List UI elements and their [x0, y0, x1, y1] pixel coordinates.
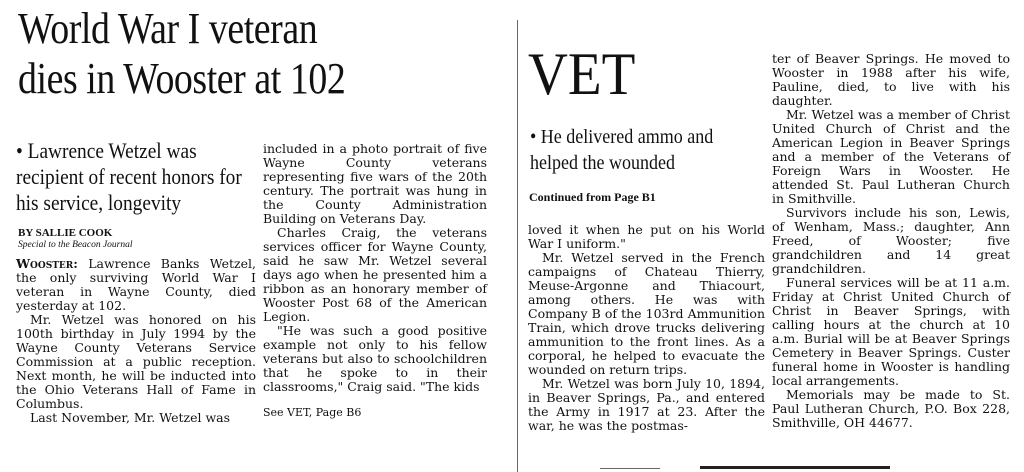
paragraph: Last November, Mr. Wetzel was: [30, 410, 231, 425]
byline: [18, 227, 258, 251]
paragraph: Memorials may be made to St. Paul Lutheran Church, P.O. Box 228, Smithville, OH 44677.: [772, 387, 1010, 430]
jump-subhead: • He delivered ammo and helped the wounded: [530, 126, 714, 174]
byline-credit: Special to the Beacon Journal: [18, 240, 133, 250]
paragraph: Survivors include his son, Lewis, of Wenham, Mass.; daughter, Ann Freed, of Wooster; five grandchildren and 14 great grandchildren.: [772, 205, 1010, 276]
end-rule: [700, 466, 890, 469]
paragraph: included in a photo portrait of five Wayne County veterans representing five wars of the 20th century. The portrait was hung in the County Administration Building on Veterans Day.: [263, 141, 487, 226]
paragraph: ter of Beaver Springs. He moved to Wooster in 1988 after his wife, Pauline, died, to live with his daughter.: [772, 51, 1010, 108]
paragraph: [16, 257, 256, 313]
jump-line: See VET, Page B6: [263, 406, 362, 419]
headline-line-1: World War I veteran: [18, 4, 318, 53]
column-2: [263, 142, 487, 420]
jump-keyword: VET: [528, 41, 636, 107]
byline-author: BY SALLIE COOK: [18, 227, 113, 239]
column-divider: [517, 20, 518, 472]
subhead: • Lawrence Wetzel was recipient of recent honors for his service, longevity: [16, 138, 242, 215]
paragraph: loved it when he put on his World War I uniform.": [528, 222, 765, 251]
end-rule-thin: [600, 468, 660, 469]
headline: [18, 4, 439, 104]
paragraph: "He was such a good positive example not only to his fellow veterans but also to schoolchildren that he spoke to in their classrooms," Craig said. "The kids: [263, 323, 487, 394]
column-3: [528, 223, 765, 433]
headline-line-2: dies in Wooster at 102: [18, 54, 346, 103]
continued-line: Continued from Page B1: [529, 190, 656, 204]
paragraph: Charles Craig, the veterans services officer for Wayne County, said he saw Mr. Wetzel several days ago when he presented him a ribbon as an honorary member of Wooster Post 68 of the American Legion.: [263, 225, 487, 324]
paragraph: Mr. Wetzel was a member of Christ United Church of Christ and the American Legion in Beaver Springs and a member of the Veterans of Foreign Wars in Wooster. He attended St. Paul Lutheran Church in Smithville.: [772, 107, 1010, 206]
paragraph: Mr. Wetzel was born July 10, 1894, in Beaver Springs, Pa., and entered the Army in 1917 at 23. After the war, he was the postmas-: [528, 376, 765, 433]
paragraph-text: Lawrence Banks Wetzel, the only surviving World War I veteran in Wayne County, died yesterday at 102.: [16, 256, 256, 313]
column-4: [772, 52, 1010, 430]
paragraph: Mr. Wetzel served in the French campaigns of Chateau Thierry, Meuse-Argonne and Thiacourt, among others. He was with Company B of the 103rd Ammunition Train, which drove trucks delivering ammunition to the front lines. As a corporal, he helped to evacuate the wounded on return trips.: [528, 250, 765, 377]
dateline: Wooster:: [16, 256, 78, 271]
paragraph: Mr. Wetzel was honored on his 100th birthday in July 1994 by the Wayne County Veterans Service Commission at a public reception. Next month, he will be inducted into the Ohio Veterans Hall of Fame in Columbus.: [16, 312, 256, 411]
column-1: [16, 257, 256, 425]
paragraph: Funeral services will be at 11 a.m. Friday at Christ United Church of Christ in Beaver Springs, with calling hours at the church at 10 a.m. Burial will be at Beaver Springs Cemetery in Beaver Springs. Custer funeral home in Wooster is handling local arrangements.: [772, 275, 1010, 388]
